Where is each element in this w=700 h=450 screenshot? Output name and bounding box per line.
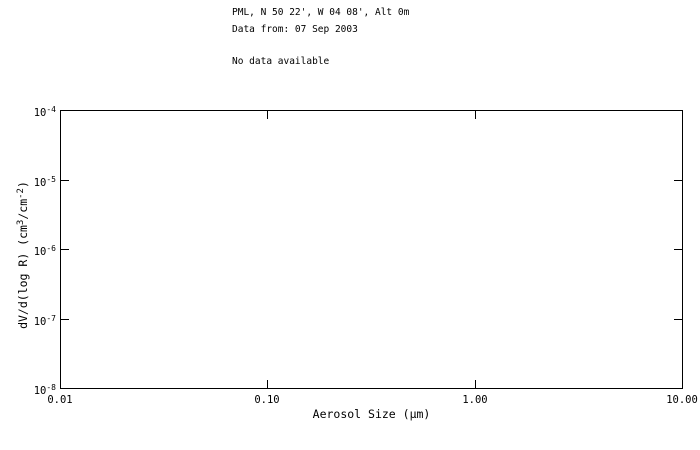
y-tick-mark — [61, 180, 69, 181]
y-tick-label: $10^{-8}$ — [33, 383, 56, 397]
data-from-line: Data from: 07 Sep 2003 — [232, 24, 358, 35]
plot-frame — [60, 110, 683, 389]
x-tick-mark — [475, 380, 476, 388]
y-tick-label: $10^{-6}$ — [33, 244, 56, 258]
x-tick-label: 0.10 — [254, 394, 280, 406]
x-tick-mark — [267, 111, 268, 119]
y-tick-mark — [61, 319, 69, 320]
y-tick-label: $10^{-7}$ — [33, 314, 56, 328]
x-tick-mark — [475, 111, 476, 119]
y-axis-title: dV/d(log R) $(cm^3/cm^{-2})$ — [16, 181, 30, 329]
y-tick-mark — [674, 319, 682, 320]
x-tick-label: 0.01 — [47, 394, 73, 406]
y-tick-mark — [674, 249, 682, 250]
x-tick-mark — [267, 380, 268, 388]
x-axis-title: Aerosol Size (µm) — [312, 407, 431, 421]
y-tick-mark — [61, 249, 69, 250]
x-tick-label: 1.00 — [462, 394, 488, 406]
station-title: PML, N 50 22', W 04 08', Alt 0m — [232, 7, 410, 18]
no-data-message: No data available — [232, 56, 330, 67]
y-tick-label: $10^{-5}$ — [33, 175, 56, 189]
x-tick-label: 10.00 — [666, 394, 698, 406]
y-tick-label: $10^{-4}$ — [33, 105, 56, 119]
y-tick-mark — [674, 180, 682, 181]
